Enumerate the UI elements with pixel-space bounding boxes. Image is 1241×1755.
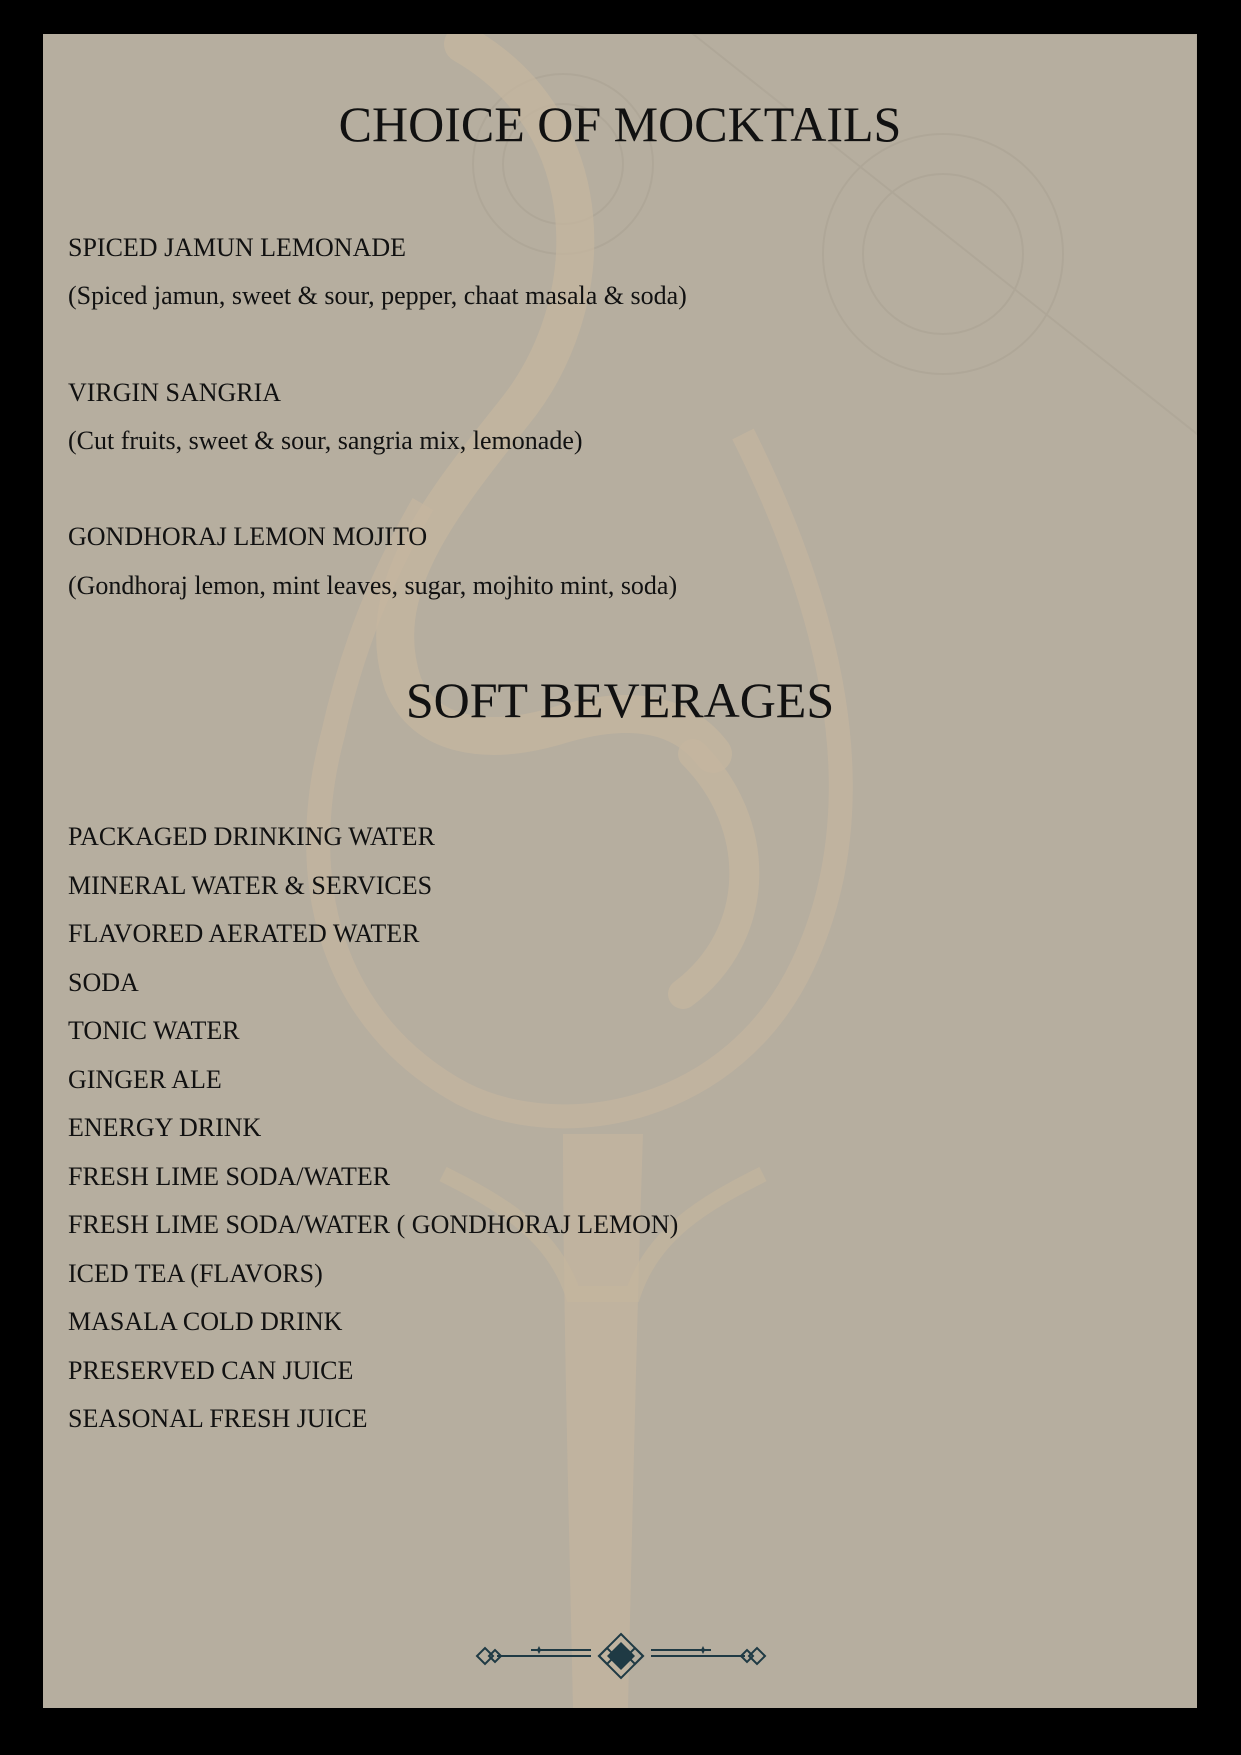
mocktail-name: SPICED JAMUN LEMONADE — [68, 233, 407, 262]
menu-page — [43, 34, 1197, 1708]
beverage-item: MASALA COLD DRINK — [68, 1307, 343, 1336]
ornamental-divider-icon — [471, 1626, 771, 1686]
beverage-item: TONIC WATER — [68, 1016, 240, 1045]
menu-content — [43, 34, 1197, 1708]
mocktails-heading: CHOICE OF MOCKTAILS — [338, 96, 902, 152]
beverage-item: ENERGY DRINK — [68, 1113, 262, 1142]
mocktail-name: VIRGIN SANGRIA — [68, 378, 282, 407]
beverage-item: FLAVORED AERATED WATER — [68, 919, 420, 948]
mocktail-description: (Cut fruits, sweet & sour, sangria mix, lemonade) — [68, 426, 583, 455]
soft-beverages-list — [68, 821, 678, 1452]
beverage-item: SODA — [68, 967, 139, 997]
beverage-item: FRESH LIME SODA/WATER ( GONDHORAJ LEMON) — [68, 1210, 679, 1239]
mocktail-description: (Gondhoraj lemon, mint leaves, sugar, mojhito mint, soda) — [68, 571, 678, 600]
beverage-item: SEASONAL FRESH JUICE — [68, 1404, 368, 1433]
beverage-item: PACKAGED DRINKING WATER — [68, 822, 435, 851]
beverage-item: FRESH LIME SODA/WATER — [68, 1161, 391, 1191]
mocktail-description: (Spiced jamun, sweet & sour, pepper, chaat masala & soda) — [68, 281, 687, 310]
beverage-item: PRESERVED CAN JUICE — [68, 1355, 354, 1385]
soft-beverages-heading: SOFT BEVERAGES — [405, 672, 835, 728]
beverage-item: ICED TEA (FLAVORS) — [68, 1258, 323, 1288]
beverage-item: MINERAL WATER & SERVICES — [68, 870, 433, 900]
mocktail-name: GONDHORAJ LEMON MOJITO — [68, 522, 428, 551]
beverage-item: GINGER ALE — [68, 1064, 222, 1094]
